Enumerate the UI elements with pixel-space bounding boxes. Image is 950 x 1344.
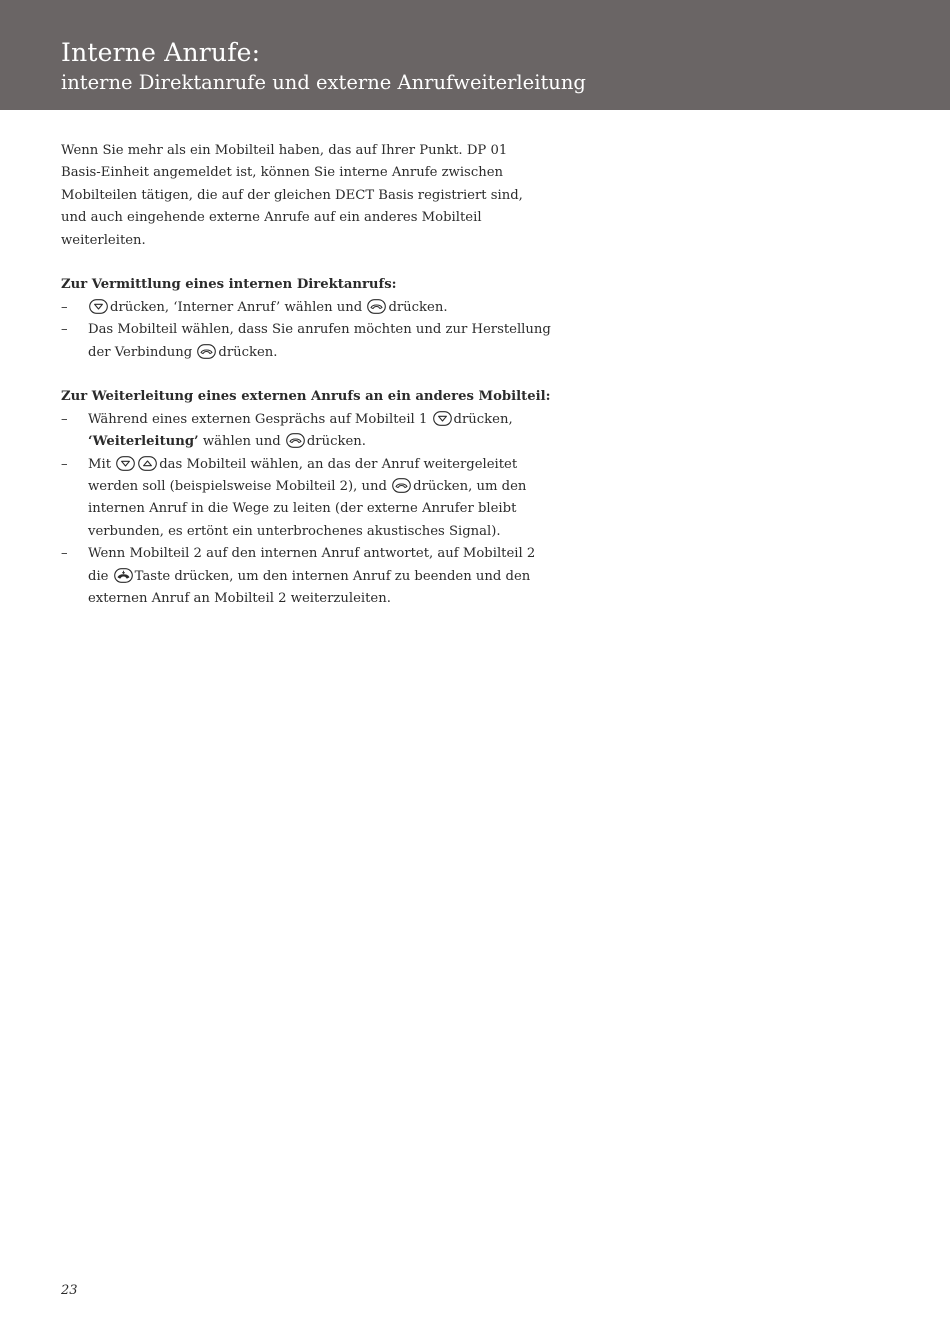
list-item: – Mit das Mobilteil wählen, an das der Anruf weitergeleitet werden soll (beispielsweise Mobilteil 2), und drücken, um den internen Anruf in die Wege zu leiten (der externe Anrufer bleibt verbunden, es ertönt ein unterbrochenes akustisches Signal). xyxy=(61,454,551,544)
list-item: – drücken, ‘Interner Anruf’ wählen und drücken. xyxy=(61,297,551,319)
intro-paragraph: Wenn Sie mehr als ein Mobilteil haben, das auf Ihrer Punkt. DP 01 Basis-Einheit angemeldet ist, können Sie interne Anrufe zwischen Mobilteilen tätigen, die auf der gleichen DECT Basis registriert sind, und auch eingehende externe Anrufe auf ein anderes Mobilteil weiterleiten. xyxy=(61,143,523,248)
nav-down-key-icon xyxy=(116,456,135,471)
nav-down-key-icon xyxy=(433,411,452,426)
dash-bullet: – xyxy=(61,456,68,472)
menu-option-name: ‘Weiterleitung’ xyxy=(88,434,199,450)
dash-bullet: – xyxy=(61,546,68,562)
page-title: Interne Anrufe: xyxy=(61,38,261,67)
page-content xyxy=(61,140,551,633)
instruction-list xyxy=(61,297,551,364)
page-subtitle: interne Direktanrufe und externe Anrufweiterleitung xyxy=(61,71,586,94)
talk-key-icon xyxy=(197,344,216,359)
section-title: Zur Vermittlung eines internen Direktanrufs: xyxy=(61,277,397,293)
dash-bullet: – xyxy=(61,322,68,338)
page-header xyxy=(0,0,950,110)
list-item: – Wenn Mobilteil 2 auf den internen Anruf antwortet, auf Mobilteil 2 die Taste drücken, um den internen Anruf zu beenden und den externen Anruf an Mobilteil 2 weiterzuleiten. xyxy=(61,543,551,610)
end-call-key-icon xyxy=(114,568,133,583)
page-number: 23 xyxy=(61,1283,78,1298)
talk-key-icon xyxy=(286,433,305,448)
section-call-transfer xyxy=(61,386,551,610)
section-internal-call xyxy=(61,274,551,364)
dash-bullet: – xyxy=(61,411,68,427)
nav-up-key-icon xyxy=(138,456,157,471)
talk-key-icon xyxy=(367,299,386,314)
dash-bullet: – xyxy=(61,299,68,315)
list-item: – Während eines externen Gesprächs auf Mobilteil 1 drücken, ‘Weiterleitung’ wählen und drücken. xyxy=(61,409,551,454)
instruction-list xyxy=(61,409,551,611)
section-title: Zur Weiterleitung eines externen Anrufs an ein anderes Mobilteil: xyxy=(61,389,551,405)
list-item: – Das Mobilteil wählen, dass Sie anrufen möchten und zur Herstellung der Verbindung drücken. xyxy=(61,319,551,364)
nav-down-key-icon xyxy=(89,299,108,314)
talk-key-icon xyxy=(392,478,411,493)
